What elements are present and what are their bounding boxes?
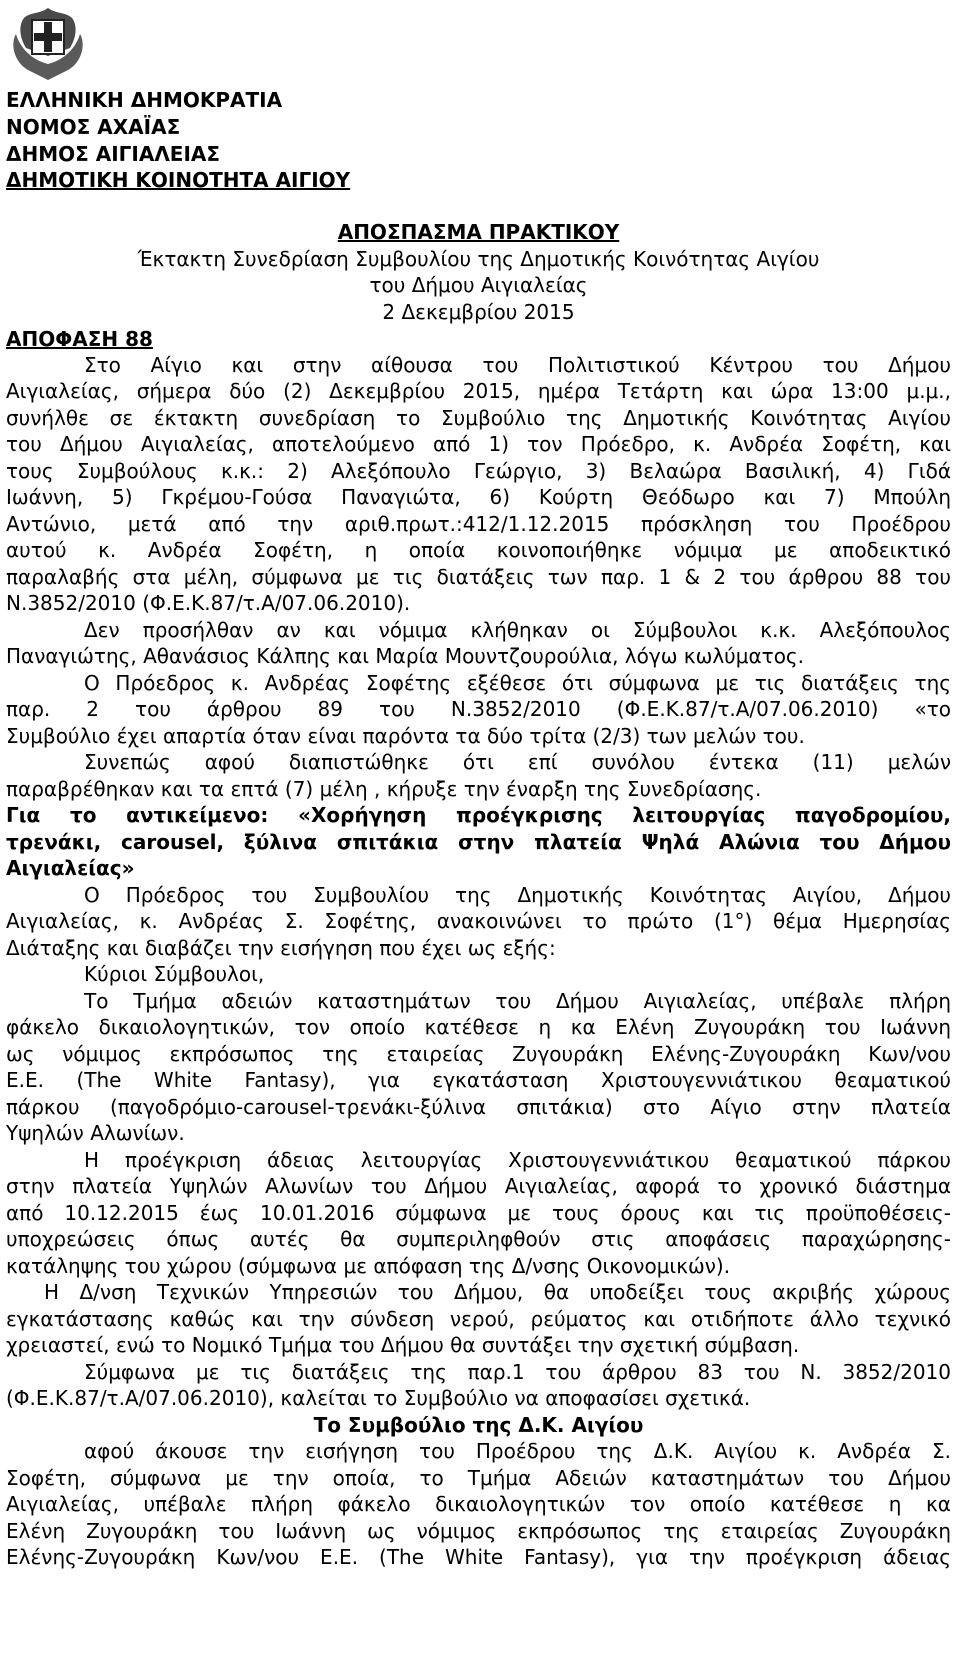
subject-line: τρενάκι, carousel, ξύλινα σπιτάκια στην πλατεία Ψηλά Αλώνια του Δήμου [6, 830, 951, 854]
paragraph-line: Αιγιαλείας, κ. Ανδρέας Σ. Σοφέτης, ανακοινώνει το πρώτο (1°) θέμα Ημερησίας [6, 909, 951, 933]
decision-label: ΑΠΟΦΑΣΗ 88 [6, 327, 153, 351]
paragraph-line: φάκελο δικαιολογητικών, τον οποίο κατέθεσε η κα Ελένη Ζυγουράκη του Ιωάννη [6, 1015, 951, 1039]
paragraph-line: Ε.Ε. (The White Fantasy), για εγκατάσταση Χριστουγεννιάτικου θεαματικού [6, 1068, 951, 1092]
paragraph-line: πάρκου (παγοδρόμιο-carousel-τρενάκι-ξύλινα σπιτάκια) στο Αίγιο στην πλατεία [6, 1095, 951, 1119]
paragraph-line: του Δήμου Αιγιαλείας, αποτελούμενο από 1) τον Πρόεδρο, κ. Ανδρέα Σοφέτη, και [6, 432, 951, 456]
session-date: 2 Δεκεμβρίου 2015 [382, 300, 575, 324]
paragraph-line: Αιγιαλείας, υπέβαλε πλήρη φάκελο δικαιολογητικών τον οποίο κατέθεσε η κα [6, 1492, 951, 1516]
paragraph-line: συνήλθε σε έκτακτη συνεδρίαση το Συμβούλιο της Δημοτικής Κοινότητας Αιγίου [6, 406, 951, 430]
paragraph-line: Συνεπώς αφού διαπιστώθηκε ότι επί συνόλου έντεκα (11) μελών [84, 750, 951, 774]
subject-line: Για το αντικείμενο: «Χορήγηση προέγκρισης λειτουργίας παγοδρομίου, [6, 803, 951, 827]
paragraph-line: παρ. 2 του άρθρου 89 του Ν.3852/2010 (Φ.Ε.Κ.87/τ.Α/07.06.2010) «το [6, 697, 951, 721]
paragraph-line: (Φ.Ε.Κ.87/τ.Α/07.06.2010), καλείται το Συμβούλιο να αποφασίσει σχετικά. [6, 1386, 751, 1410]
paragraph-line: Σύμφωνα με τις διατάξεις της παρ.1 του άρθρου 83 του Ν. 3852/2010 [84, 1360, 951, 1384]
paragraph-line: Ο Πρόεδρος του Συμβουλίου της Δημοτικής Κοινότητας Αιγίου, Δήμου [84, 883, 951, 907]
session-municipality: του Δήμου Αιγιαλείας [369, 273, 588, 297]
paragraph-line: παραβρέθηκαν και τα επτά (7) μέλη , κήρυξε την έναρξη της Συνεδρίασης. [6, 777, 762, 801]
paragraph-line: Το Τμήμα αδειών καταστημάτων του Δήμου Αιγιαλείας, υπέβαλε πλήρη [84, 989, 951, 1013]
paragraph-line: Αιγιαλείας, σήμερα δύο (2) Δεκεμβρίου 2015, ημέρα Τετάρτη και ώρα 13:00 μ.μ., [6, 379, 951, 403]
header-prefecture: ΝΟΜΟΣ ΑΧΑΪΑΣ [6, 115, 181, 139]
paragraph-line: από 10.12.2015 έως 10.01.2016 σύμφωνα με τους όρους και τις προϋποθέσεις- [6, 1201, 951, 1225]
salutation: Κύριοι Σύμβουλοι, [84, 962, 265, 986]
paragraph-line: Ο Πρόεδρος κ. Ανδρέας Σοφέτης εξέθεσε ότι σύμφωνα με τις διατάξεις της [84, 671, 951, 695]
paragraph-line: Διάταξης και διαβάζει την εισήγηση που έχει ως εξής: [6, 936, 556, 960]
council-heading: Το Συμβούλιο της Δ.Κ. Αιγίου [313, 1413, 644, 1437]
paragraph-line: Παναγιώτης, Αθανάσιος Κάλπης και Μαρία Μουντζουρούλια, λόγω κωλύματος. [6, 644, 805, 668]
paragraph-line: Στο Αίγιο και στην αίθουσα του Πολιτιστικού Κέντρου του Δήμου [84, 353, 951, 377]
paragraph-line: Ελένης-Ζυγουράκη Κων/νου Ε.Ε. (The White Fantasy), για την προέγκριση άδειας [6, 1545, 951, 1569]
paragraph-line: εγκατάστασης καθώς και την σύνδεση νερού, ρεύματος και οτιδήποτε άλλο τεχνικό [6, 1307, 951, 1331]
paragraph-line: Υψηλών Αλωνίων. [6, 1121, 185, 1145]
document-title: ΑΠΟΣΠΑΣΜΑ ΠΡΑΚΤΙΚΟΥ [337, 220, 620, 244]
paragraph-line: αυτού κ. Ανδρέα Σοφέτη, η οποία κοινοποιήθηκε νόμιμα με αποδεικτικό [6, 538, 951, 562]
paragraph-line: Η Δ/νση Τεχνικών Υπηρεσιών του Δήμου, θα υποδείξει τους ακριβής χώρους [44, 1280, 951, 1304]
paragraph-line: Δεν προσήλθαν αν και νόμιμα κλήθηκαν οι Σύμβουλοι κ.κ. Αλεξόπουλος [84, 618, 951, 642]
greek-republic-emblem-icon [6, 4, 90, 84]
header-country: ΕΛΛΗΝΙΚΗ ΔΗΜΟΚΡΑΤΙΑ [6, 88, 283, 112]
subject-line: Αιγιαλείας» [6, 856, 135, 880]
header-municipality: ΔΗΜΟΣ ΑΙΓΙΑΛΕΙΑΣ [6, 142, 221, 166]
paragraph-line: Ελένη Ζυγουράκη του Ιωάννη ως νόμιμος εκπρόσωπος της εταιρείας Ζυγουράκη [6, 1519, 951, 1543]
paragraph-line: Ν.3852/2010 (Φ.Ε.Κ.87/τ.Α/07.06.2010). [6, 591, 411, 615]
paragraph-line: στην πλατεία Υψηλών Αλωνίων του Δήμου Αιγιαλείας, αφορά το χρονικό διάστημα [6, 1174, 951, 1198]
paragraph-line: Σοφέτη, σύμφωνα με την οποία, το Τμήμα Αδειών καταστημάτων του Δήμου [6, 1466, 951, 1490]
paragraph-line: χρειαστεί, ενώ το Νομικό Τμήμα του Δήμου θα συντάξει την σχετική σύμβαση. [6, 1333, 800, 1357]
paragraph-line: Συμβούλιο έχει απαρτία όταν είναι παρόντα τα δύο τρίτα (2/3) των μελών του. [6, 724, 805, 748]
paragraph-line: υποχρεώσεις όπως αυτές θα συμπεριληφθούν στις αποφάσεις παραχώρησης- [6, 1227, 951, 1251]
paragraph-line: κατάληψης του χώρου (σύμφωνα με απόφαση της Δ/νσης Οικονομικών). [6, 1254, 731, 1278]
session-subtitle: Έκτακτη Συνεδρίαση Συμβουλίου της Δημοτικής Κοινότητας Αιγίου [137, 247, 820, 271]
header-community: ΔΗΜΟΤΙΚΗ ΚΟΙΝΟΤΗΤΑ ΑΙΓΙΟΥ [6, 168, 351, 192]
paragraph-line: Αντώνιο, μετά από την αριθ.πρωτ.:412/1.12.2015 πρόσκληση του Προέδρου [6, 512, 951, 536]
paragraph-line: Ιωάννη, 5) Γκρέμου-Γούσα Παναγιώτα, 6) Κούρτη Θεόδωρο και 7) Μπούλη [6, 485, 951, 509]
paragraph-line: ως νόμιμος εκπρόσωπος της εταιρείας Ζυγουράκη Ελένης-Ζυγουράκη Κων/νου [6, 1042, 951, 1066]
paragraph-line: παραλαβής στα μέλη, σύμφωνα με τις διατάξεις των παρ. 1 & 2 του άρθρου 88 του [6, 565, 951, 589]
paragraph-line: Η προέγκριση άδειας λειτουργίας Χριστουγεννιάτικου θεαματικού πάρκου [84, 1148, 951, 1172]
paragraph-line: αφού άκουσε την εισήγηση του Προέδρου της Δ.Κ. Αιγίου κ. Ανδρέα Σ. [84, 1439, 951, 1463]
paragraph-line: τους Συμβούλους κ.κ.: 2) Αλεξόπουλο Γεώργιο, 3) Βελαώρα Βασιλική, 4) Γιδά [6, 459, 951, 483]
